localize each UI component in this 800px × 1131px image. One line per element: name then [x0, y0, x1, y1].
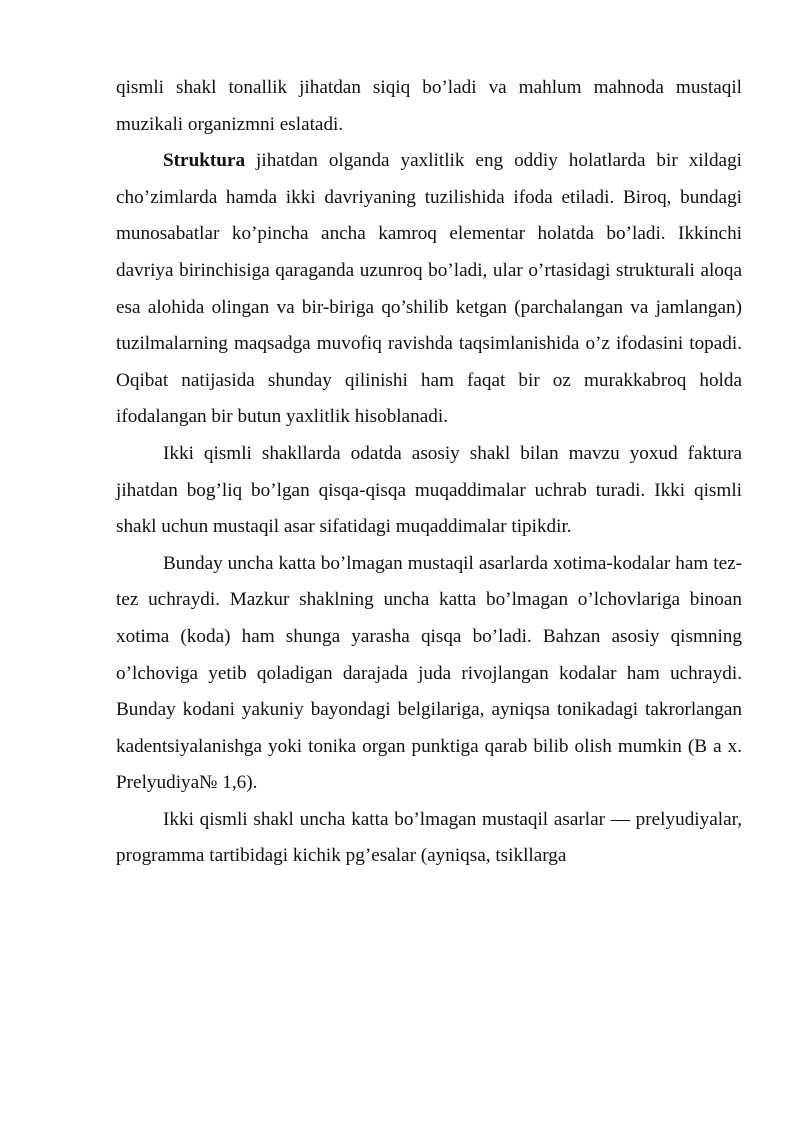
document-page: [116, 70, 742, 875]
paragraph-3-text: Ikki qismli shakllarda odatda asosiy shakl bilan mavzu yoxud faktura jihatdan bog’liq bo’lgan qisqa-qisqa muqaddimalar uchrab turadi. Ikki qismli shakl uchun mustaqil asar sifatidagi muqaddimalar tipikdir.: [116, 442, 742, 538]
paragraph-2: [116, 143, 742, 436]
paragraph-4: [116, 546, 742, 802]
paragraph-5-text: Ikki qismli shakl uncha katta bo’lmagan mustaqil asarlar — prelyudiyalar, programma tartibidagi kichik pg’esalar (ayniqsa, tsikllarga: [116, 808, 742, 867]
paragraph-2-bold-lead: Struktura: [163, 150, 246, 172]
paragraph-4-text: Bunday uncha katta bo’lmagan mustaqil asarlarda xotima-kodalar ham tez-tez uchraydi. Mazkur shaklning uncha katta bo’lmagan o’lchovlariga binoan xotima (koda) ham shunga yarasha qisqa bo’ladi. Bahzan asosiy qismning o’lchoviga yetib qoladigan darajada juda rivojlangan kodalar ham uchraydi. Bunday kodani yakuniy bayondagi belgilariga, ayniqsa tonikadagi takrorlangan kadentsiyalanishga yoki tonika organ punktiga qarab bilib olish mumkin (B a x. Prelyudiya№ 1,6).: [116, 552, 742, 794]
paragraph-2-text: jihatdan olganda yaxlitlik eng oddiy holatlarda bir xildagi cho’zimlarda hamda ikki davriyaning tuzilishida ifoda etiladi. Biroq, bundagi munosabatlar ko’pincha ancha kamroq elementar holatda bo’ladi. Ikkinchi davriya birinchisiga qaraganda uzunroq bo’ladi, ular o’rtasidagi strukturali aloqa esa alohida olingan va bir-biriga qo’shilib ketgan (parchalangan va jamlangan) tuzilmalarning maqsadga muvofiq ravishda taqsimlanishida o’z ifodasini topadi. Oqibat natijasida shunday qilinishi ham faqat bir oz murakkabroq holda ifodalangan bir butun yaxlitlik hisoblanadi.: [116, 150, 742, 428]
paragraph-1: [116, 70, 742, 143]
paragraph-5: [116, 802, 742, 875]
paragraph-3: [116, 436, 742, 546]
paragraph-1-text: qismli shakl tonallik jihatdan siqiq bo’ladi va mahlum mahnoda mustaqil muzikali organizmni eslatadi.: [116, 77, 742, 135]
